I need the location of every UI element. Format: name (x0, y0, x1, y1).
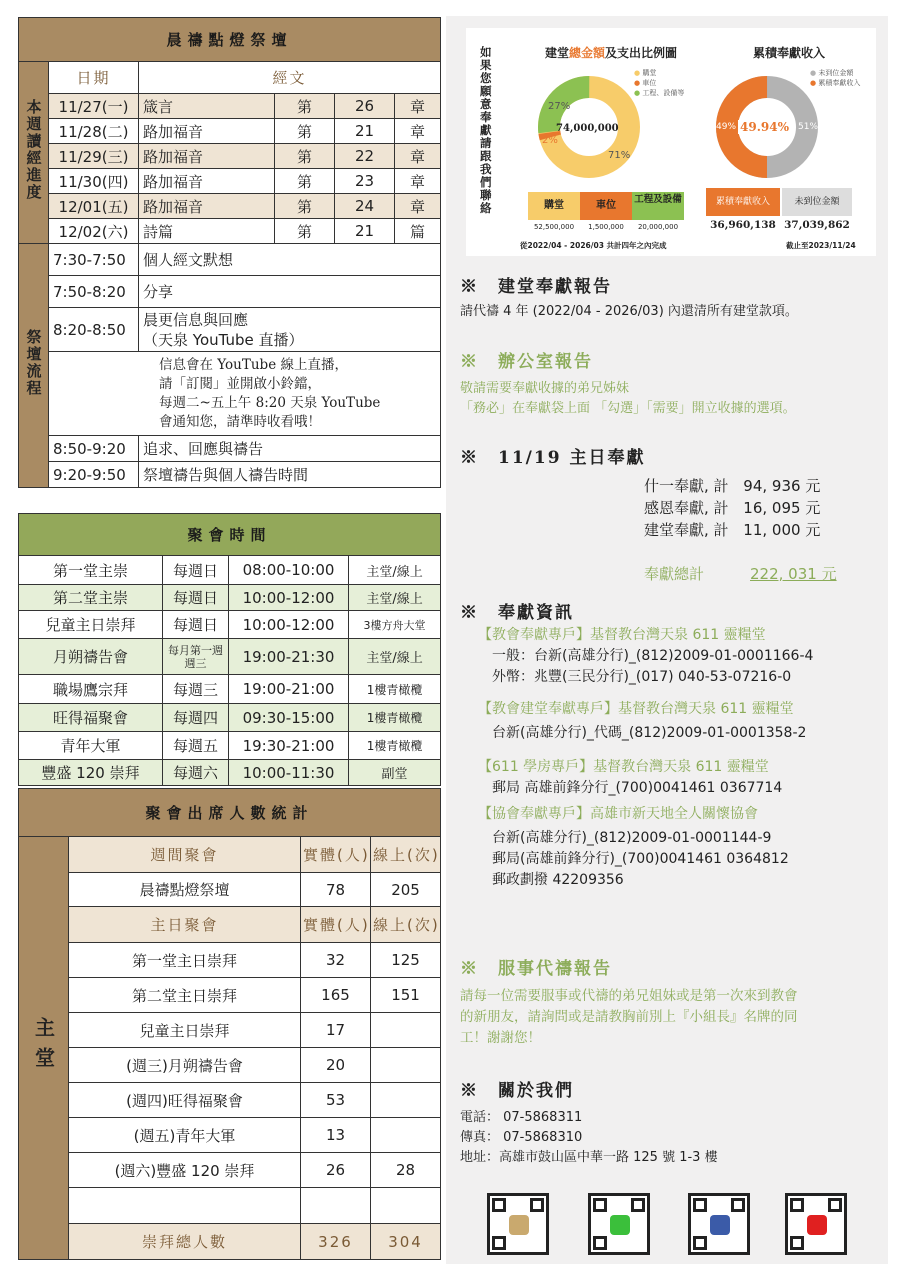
account-line: 郵政劃撥 42209356 (492, 872, 624, 888)
attendance-row: (週六)豐盛 120 崇拜 26 28 (19, 1153, 441, 1188)
box-engineering: 工程及設備 (632, 192, 684, 220)
pct-label: 2% (542, 135, 558, 146)
attendance-row: (週五)青年大軍 13 (19, 1118, 441, 1153)
flow-time: 7:30-7:50 (49, 244, 139, 276)
flow-time: 8:20-8:50 (49, 308, 139, 352)
pct-label: 49% (716, 122, 737, 132)
account-heading: 【教會奉獻專戶】基督教台灣天泉 611 靈糧堂 (478, 627, 766, 643)
line-qr-icon[interactable] (588, 1193, 650, 1255)
chart2-title: 累積奉獻收入 (752, 46, 825, 60)
box-received: 累積奉獻收入 (706, 188, 780, 216)
facebook-qr-icon[interactable] (688, 1193, 750, 1255)
legend2: ● 未到位金額 ● 累積奉獻收入 (810, 69, 861, 87)
chart-footnote-period: 從2022/04 - 2026/03 共計四年之內完成 (520, 241, 667, 250)
box-value: 52,500,000 (533, 223, 575, 231)
sunday-header: 主日聚會 (69, 907, 301, 943)
box-purchase: 購堂 (528, 192, 580, 220)
meeting-row: 第二堂主崇 每週日 10:00-12:00 主堂/線上 (19, 585, 441, 611)
offering-total-label: 奉獻總計 (644, 565, 705, 583)
attendance-row: (週四)旺得福聚會 53 (19, 1083, 441, 1118)
building-fund-chart (466, 28, 876, 256)
chart1-title: 建堂總金額及支出比例圖 (544, 46, 678, 60)
service-report-title: ※ 服事代禱報告 (460, 959, 612, 979)
account-heading: 【611 學房專戶】基督教台灣天泉 611 靈糧堂 (478, 759, 769, 775)
account-line: 台新(高雄分行)_(812)2009-01-0001144-9 (492, 830, 772, 846)
fax-text: 傳真： 07-5868310 (460, 1130, 583, 1145)
dawn-title: 晨禱點燈祭壇 (19, 18, 441, 62)
pct-label: 27% (548, 101, 571, 112)
account-heading: 【協會奉獻專戶】高雄市新天地全人關懷協會 (478, 806, 758, 822)
meeting-table (18, 513, 441, 786)
dawn-table (18, 17, 441, 488)
youtube-qr-icon[interactable] (785, 1193, 847, 1255)
pct-label: 71% (608, 150, 631, 161)
building-report-text: 請代禱 4 年 (2022/04 - 2026/03) 內還清所有建堂款項。 (460, 304, 798, 319)
meeting-row: 旺得福聚會 每週四 09:30-15:00 1樓青橄欖 (19, 704, 441, 732)
box-unfunded: 未到位金額 (782, 188, 852, 216)
meeting-row: 豐盛 120 崇拜 每週六 10:00-11:30 副堂 (19, 760, 441, 786)
attendance-row: 兒童主日崇拜 17 (19, 1013, 441, 1048)
flow-time: 7:50-8:20 (49, 276, 139, 308)
chart-footnote-date: 截止至2023/11/24 (786, 241, 856, 250)
account-line: 外幣：兆豐(三民分行)_(017) 040-53-07216-0 (492, 669, 792, 685)
offering-total-value: 222, 031 元 (750, 565, 837, 583)
box-value: 1,500,000 (588, 223, 624, 231)
attendance-total-row: 崇拜總人數 326 304 (19, 1224, 441, 1260)
office-report-line: 敬請需要奉獻收據的弟兄姊妹 (460, 381, 630, 396)
box-value: 36,960,138 (710, 219, 776, 231)
offering-row: 建堂奉獻, 計 11, 000 元 (644, 521, 821, 539)
meeting-row: 青年大軍 每週五 19:30-21:00 1樓青橄欖 (19, 732, 441, 760)
flow-item: 個人經文默想 (139, 244, 441, 276)
reading-row: 11/30(四) 路加福音 第 23 章 (19, 169, 441, 194)
office-report-title: ※ 辦公室報告 (460, 352, 593, 372)
attendance-row: 第一堂主日崇拜 32 125 (19, 943, 441, 978)
account-line: 郵局(高雄前鋒分行)_(700)0041461 0364812 (492, 851, 789, 867)
box-value: 20,000,000 (637, 223, 679, 231)
attendance-table: 聚會出席人數統計 主堂 週間聚會 實體(人) 線上(次) 晨禱點燈祭壇 78 205 主日聚會 實體(人) 線上(次) 第一堂主日崇拜 32 125 第二堂主日崇拜 165 151 兒童主日崇拜 17 (週三)月朔禱告會 20 (週四)旺得福聚會 53 (週五)青年大軍 13 (週六)豐盛 120 崇拜 26 28 崇拜總人數 326 304 (18, 788, 441, 1260)
address-text: 地址：高雄市鼓山區中華一路 125 號 1-3 樓 (460, 1150, 718, 1165)
legend1: ● 購堂 ● 車位 ● 工程、設備等 (634, 69, 685, 97)
account-line: 郵局 高雄前鋒分行_(700)0041461 0367714 (492, 780, 783, 796)
meeting-row: 兒童主日崇拜 每週日 10:00-12:00 3樓方舟大堂 (19, 611, 441, 639)
attendance-row: 第二堂主日崇拜 165 151 (19, 978, 441, 1013)
reading-row: 11/29(三) 路加福音 第 22 章 (19, 144, 441, 169)
weekly-header: 週間聚會 (69, 837, 301, 873)
reading-row: 11/27(一) 箴言 第 26 章 (19, 94, 441, 119)
account-heading: 【教會建堂奉獻專戶】基督教台灣天泉 611 靈糧堂 (478, 701, 794, 717)
offering-row: 感恩奉獻, 計 16, 095 元 (644, 499, 821, 517)
attendance-empty-row (19, 1188, 441, 1224)
pct-label: 51% (798, 122, 819, 132)
head-date: 日期 (49, 62, 139, 94)
building-report-title: ※ 建堂奉獻報告 (460, 277, 612, 297)
offering-info-title: ※ 奉獻資訊 (460, 603, 574, 623)
attendance-row: (週三)月朔禱告會 20 (19, 1048, 441, 1083)
flow-side-label: 祭壇流程 (19, 244, 49, 488)
flow-item: 追求、回應與禱告 (139, 436, 441, 462)
reading-row: 11/28(二) 路加福音 第 21 章 (19, 119, 441, 144)
reading-row: 12/01(五) 路加福音 第 24 章 (19, 194, 441, 219)
offering-row: 什一奉獻, 計 94, 936 元 (644, 477, 821, 495)
attendance-row: 晨禱點燈祭壇 78 205 (19, 873, 441, 907)
account-list (478, 625, 813, 891)
vertical-contact-text: 如果您願意奉獻請跟我們聯絡 (480, 45, 492, 215)
account-line: 一般：台新(高雄分行)_(812)2009-01-0001166-4 (492, 648, 814, 664)
offering-title: ※ 11/19 主日奉獻 (460, 448, 646, 468)
flow-item: 分享 (139, 276, 441, 308)
flow-time: 9:20-9:50 (49, 462, 139, 488)
account-line: 台新(高雄分行)_代碼_(812)2009-01-0001358-2 (492, 725, 807, 741)
meeting-row: 第一堂主崇 每週日 08:00-10:00 主堂/線上 (19, 556, 441, 585)
offering-list (644, 475, 820, 541)
about-title: ※ 關於我們 (460, 1081, 574, 1101)
flow-time: 8:50-9:20 (49, 436, 139, 462)
reading-side-label: 本週讀經進度 (19, 62, 49, 244)
pct-center-label: 49.94% (740, 120, 789, 134)
attendance-title: 聚會出席人數統計 (19, 789, 441, 837)
service-report-text: 請每一位需要服事或代禱的弟兄姐妹或是第一次來到教會 的新朋友，請詢問或是請教胸前別上『小組長』名牌的同 工！謝謝您！ (460, 988, 798, 1046)
meeting-row: 月朔禱告會 每月第一週週三 19:00-21:30 主堂/線上 (19, 639, 441, 675)
flow-item: 晨更信息與回應 （天泉 YouTube 直播） (139, 308, 441, 352)
reading-row: 12/02(六) 詩篇 第 21 篇 (19, 219, 441, 244)
website-qr-icon[interactable] (487, 1193, 549, 1255)
donut-center-total: 74,000,000 (556, 123, 619, 134)
box-value: 37,039,862 (784, 219, 850, 231)
office-report-line: 「務必」在奉獻袋上面 「勾選」「需要」開立收據的選項。 (460, 401, 796, 416)
meeting-row: 職場鷹宗拜 每週三 19:00-21:00 1樓青橄欖 (19, 675, 441, 704)
head-text: 經文 (139, 62, 441, 94)
box-parking: 車位 (580, 192, 632, 220)
phone-text: 電話： 07-5868311 (460, 1110, 583, 1125)
youtube-note: 信息會在 YouTube 線上直播， 請「訂閱」並開啟小鈴鐺， 每週二~五上午 8:20 天泉 YouTube 會通知您，請準時收看哦！ (49, 352, 441, 436)
meeting-title: 聚會時間 (19, 514, 441, 556)
main-hall-label: 主堂 (19, 837, 69, 1260)
flow-item: 祭壇禱告與個人禱告時間 (139, 462, 441, 488)
